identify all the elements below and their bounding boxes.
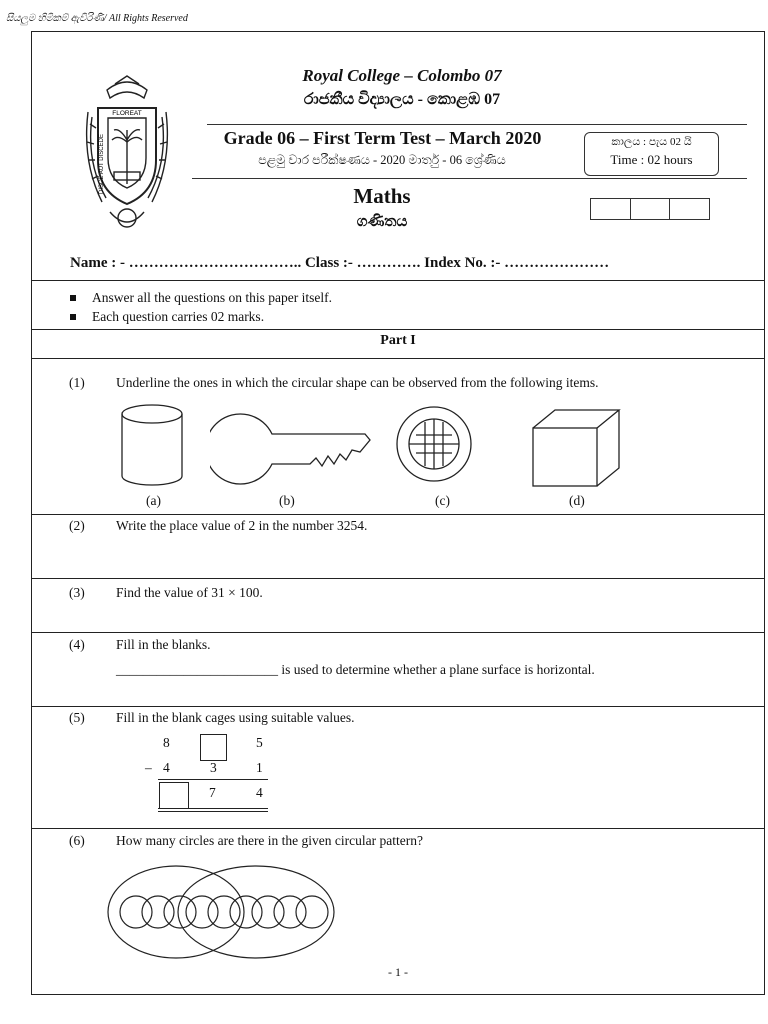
question-text: Underline the ones in which the circular shape can be observed from the following items. xyxy=(116,375,599,390)
divider xyxy=(32,706,764,707)
blank-cage[interactable] xyxy=(200,734,227,761)
figure-label: (c) xyxy=(435,493,450,508)
figure-label: (b) xyxy=(279,493,295,508)
minus-sign: – xyxy=(145,760,152,775)
mark-box[interactable] xyxy=(591,199,631,219)
time-si: කාලය : පැය 02 යි xyxy=(611,136,692,148)
question-text: Find the value of 31 × 100. xyxy=(116,585,263,600)
sum-rule xyxy=(158,779,268,780)
header-rule-top xyxy=(207,124,747,125)
school-name-en: Royal College – Colombo 07 xyxy=(302,66,502,85)
mark-box[interactable] xyxy=(670,199,709,219)
question-number: (4) xyxy=(69,637,85,652)
school-name-si: රාජකීය විද්‍යාලය - කොළඹ 07 xyxy=(303,91,501,108)
test-title-si: පළමු වාර පරීක්ෂණය - 2020 මාර්තු - 06 ශ්‍රේණිය xyxy=(258,153,506,167)
time-en: Time : 02 hours xyxy=(610,151,693,167)
time-box xyxy=(584,132,719,176)
divider xyxy=(32,578,764,579)
mark-box[interactable] xyxy=(631,199,671,219)
question-text: How many circles are there in the given circular pattern? xyxy=(116,833,423,848)
circular-grid-figure[interactable] xyxy=(394,402,474,486)
cube-figure[interactable] xyxy=(530,408,625,488)
digit: 7 xyxy=(209,785,216,800)
crest-motto-side: DISCE AUT DISCEDE xyxy=(99,134,105,194)
instruction-item: Each question carries 02 marks. xyxy=(70,309,264,325)
question-number: (3) xyxy=(69,585,85,600)
mark-boxes[interactable] xyxy=(590,198,710,220)
bullet-icon xyxy=(70,295,76,301)
question-number: (5) xyxy=(69,710,85,725)
circular-pattern-figure xyxy=(106,860,366,960)
key-figure[interactable] xyxy=(210,406,375,488)
divider xyxy=(32,280,764,281)
question-text: Fill in the blank cages using suitable values. xyxy=(116,710,355,725)
part-title: Part I xyxy=(380,333,416,348)
divider xyxy=(32,828,764,829)
crest-motto-top: FLOREAT xyxy=(112,110,142,117)
digit: 1 xyxy=(256,760,263,775)
divider xyxy=(32,632,764,633)
digit: 8 xyxy=(163,735,170,750)
subject-en: Maths xyxy=(353,184,411,208)
question-number: (6) xyxy=(69,833,85,848)
student-details-line[interactable]: Name : - …………………………….. Class :- …………. Index No. :- ………………… xyxy=(70,255,610,271)
digit: 3 xyxy=(210,760,217,775)
digit: 4 xyxy=(256,785,263,800)
question-number: (2) xyxy=(69,518,85,533)
question-text: Fill in the blanks. xyxy=(116,637,211,652)
test-title-en: Grade 06 – First Term Test – March 2020 xyxy=(223,128,542,148)
copyright-note: සියලුම හිමිකම් ඇවිරිණි/ All Rights Reserved xyxy=(6,13,188,24)
divider xyxy=(32,358,764,359)
cylinder-figure[interactable] xyxy=(117,402,187,492)
blank-cage[interactable] xyxy=(159,782,189,809)
bullet-icon xyxy=(70,314,76,320)
digit: 4 xyxy=(163,760,170,775)
subject-si: ගණිතය xyxy=(356,214,408,230)
header-rule-bottom xyxy=(192,178,747,179)
question-number: (1) xyxy=(69,375,85,390)
digit: 5 xyxy=(256,735,263,750)
divider xyxy=(32,329,764,330)
sum-double-rule xyxy=(158,808,268,809)
question-text: Write the place value of 2 in the number 3254. xyxy=(116,518,368,533)
fill-blank-line[interactable]: ________________________ is used to determine whether a plane surface is horizontal. xyxy=(116,662,595,677)
figure-label: (a) xyxy=(146,493,161,508)
instruction-item: Answer all the questions on this paper itself. xyxy=(70,290,332,306)
figure-label: (d) xyxy=(569,493,585,508)
exam-sheet xyxy=(31,31,765,995)
school-crest-logo xyxy=(82,72,172,237)
page-number: - 1 - xyxy=(388,965,408,979)
divider xyxy=(32,514,764,515)
sum-double-rule xyxy=(158,811,268,812)
